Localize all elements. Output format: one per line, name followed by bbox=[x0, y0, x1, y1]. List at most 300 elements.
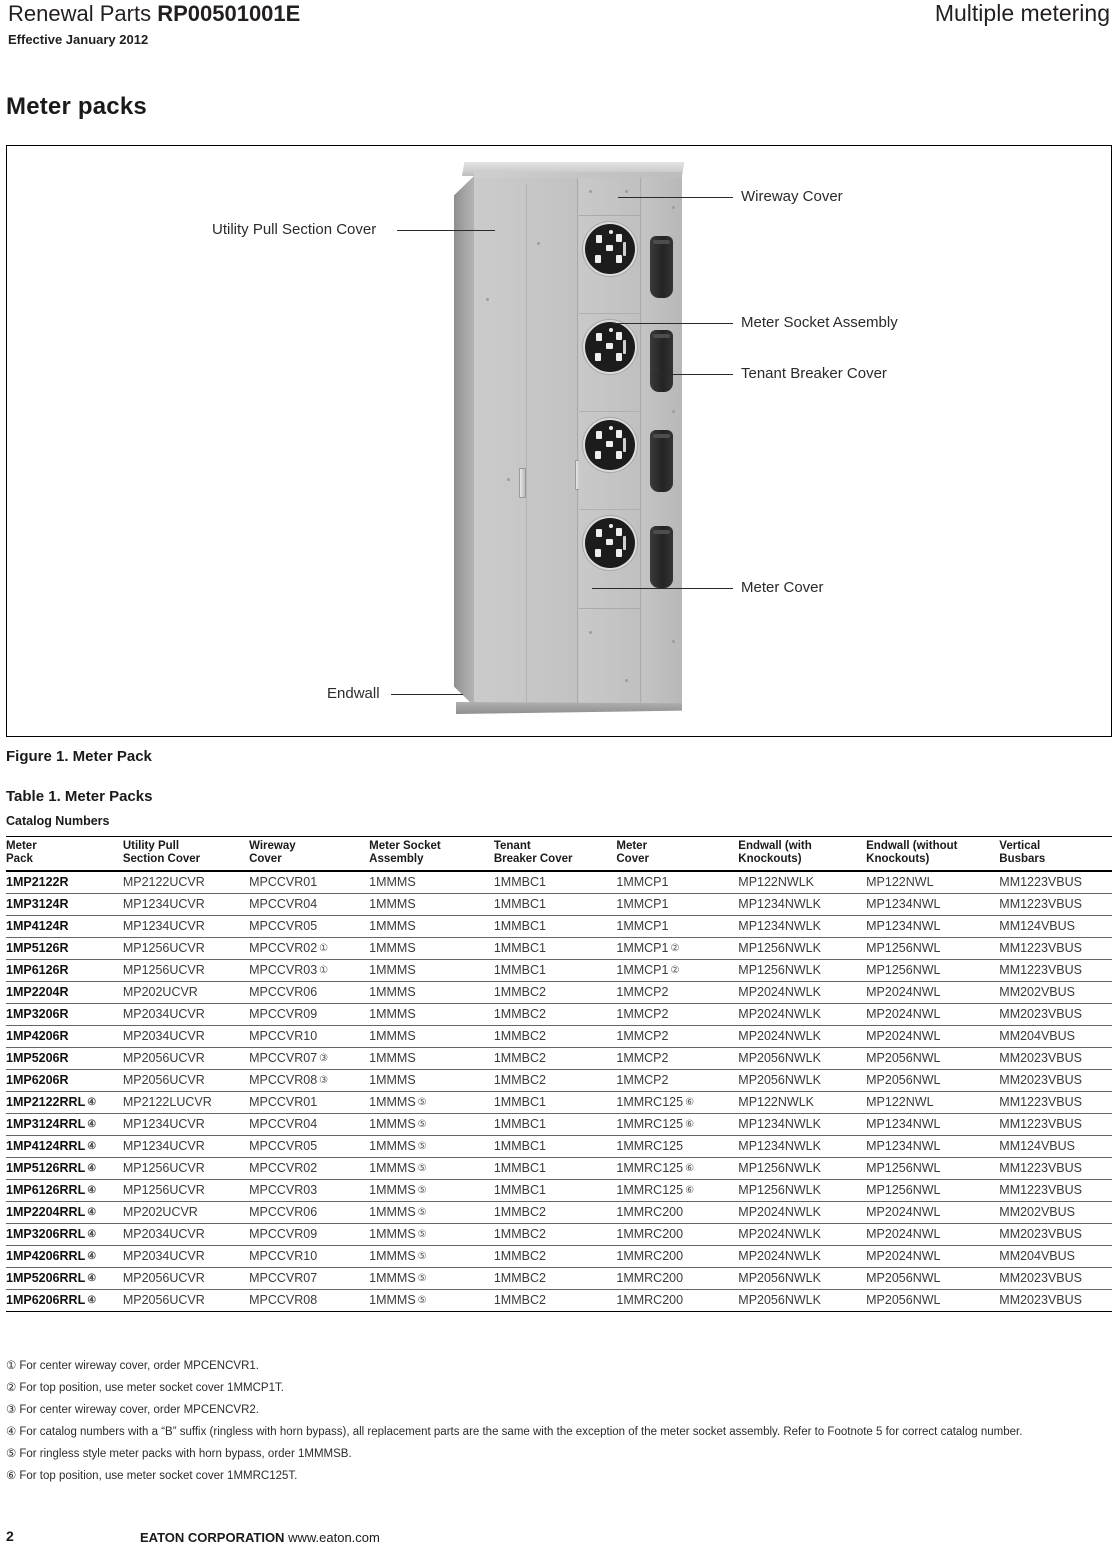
socket-jaw bbox=[616, 430, 622, 438]
cell-vertical-busbars: MM1223VBUS bbox=[999, 1113, 1112, 1135]
cell-endwall-with-knockouts: MP1234NWLK bbox=[738, 915, 866, 937]
table-row bbox=[6, 1179, 1112, 1201]
panel-screw bbox=[507, 478, 510, 481]
cell-utility-pull-section-cover: MP1234UCVR bbox=[123, 915, 249, 937]
footnote-marker: ② bbox=[6, 1382, 17, 1395]
cell-wireway-cover: MPCCVR10 bbox=[249, 1025, 369, 1047]
callout-endwall: Endwall bbox=[327, 685, 380, 702]
cell-utility-pull-section-cover: MP2056UCVR bbox=[123, 1047, 249, 1069]
cell-meter-pack: 1MP6126R bbox=[6, 959, 123, 981]
footnote-marker: ⑤ bbox=[417, 1273, 427, 1285]
column-header-wireway-cover: Wireway Cover bbox=[249, 837, 369, 871]
footnote-marker: ② bbox=[670, 943, 680, 955]
callout-meter-cover: Meter Cover bbox=[741, 579, 824, 596]
cell-endwall-with-knockouts: MP2024NWLK bbox=[738, 1223, 866, 1245]
footnote-marker: ⑤ bbox=[417, 1185, 427, 1197]
meter-socket-assembly-2 bbox=[585, 322, 635, 372]
callout-meter-socket-assembly: Meter Socket Assembly bbox=[741, 314, 898, 331]
cell-wireway-cover: MPCCVR01 bbox=[249, 871, 369, 894]
cell-meter-socket-assembly: 1MMMS ⑤ bbox=[369, 1223, 494, 1245]
cell-meter-cover: 1MMCP1 ② bbox=[616, 959, 738, 981]
footnote-marker: ⑥ bbox=[6, 1470, 17, 1483]
callout-tenant-breaker-cover: Tenant Breaker Cover bbox=[741, 365, 887, 382]
cell-meter-pack: 1MP5126R bbox=[6, 937, 123, 959]
footnote-text: For top position, use meter socket cover 1MMRC125T. bbox=[19, 1470, 298, 1483]
cell-wireway-cover: MPCCVR02 ① bbox=[249, 937, 369, 959]
footnote-marker: ④ bbox=[87, 1207, 97, 1219]
cell-meter-socket-assembly: 1MMMS ⑤ bbox=[369, 1201, 494, 1223]
company-name: EATON CORPORATION bbox=[140, 1530, 285, 1545]
cell-tenant-breaker-cover: 1MMBC2 bbox=[494, 1289, 617, 1311]
footnote-marker: ⑤ bbox=[417, 1141, 427, 1153]
cell-vertical-busbars: MM124VBUS bbox=[999, 1135, 1112, 1157]
cell-utility-pull-section-cover: MP2056UCVR bbox=[123, 1069, 249, 1091]
cell-tenant-breaker-cover: 1MMBC2 bbox=[494, 1223, 617, 1245]
cell-tenant-breaker-cover: 1MMBC1 bbox=[494, 937, 617, 959]
cell-wireway-cover: MPCCVR10 bbox=[249, 1245, 369, 1267]
meter-socket-column bbox=[579, 178, 641, 704]
panel-screw bbox=[672, 410, 675, 413]
cell-meter-socket-assembly: 1MMMS bbox=[369, 1047, 494, 1069]
leader-line-meter-socket-assembly bbox=[612, 323, 733, 324]
table-title: Table 1. Meter Packs bbox=[6, 788, 153, 805]
socket-jaw bbox=[596, 529, 602, 537]
table-row bbox=[6, 1025, 1112, 1047]
cell-meter-socket-assembly: 1MMMS ⑤ bbox=[369, 1135, 494, 1157]
cell-endwall-with-knockouts: MP2024NWLK bbox=[738, 1025, 866, 1047]
meter-packs-table bbox=[6, 836, 1112, 1312]
cell-endwall-without-knockouts: MP1256NWL bbox=[866, 1179, 999, 1201]
publication-title: Multiple metering bbox=[934, 0, 1110, 26]
cell-meter-cover: 1MMCP2 bbox=[616, 1025, 738, 1047]
cell-wireway-cover: MPCCVR04 bbox=[249, 893, 369, 915]
cell-meter-socket-assembly: 1MMMS bbox=[369, 981, 494, 1003]
cell-endwall-without-knockouts: MP2056NWL bbox=[866, 1069, 999, 1091]
cell-vertical-busbars: MM1223VBUS bbox=[999, 893, 1112, 915]
cell-endwall-without-knockouts: MP2056NWL bbox=[866, 1289, 999, 1311]
table-header-row bbox=[6, 837, 1112, 871]
cell-meter-socket-assembly: 1MMMS ⑤ bbox=[369, 1091, 494, 1113]
footnote bbox=[6, 1404, 1112, 1418]
socket-jaw bbox=[595, 255, 601, 263]
cell-vertical-busbars: MM1223VBUS bbox=[999, 1179, 1112, 1201]
cell-tenant-breaker-cover: 1MMBC1 bbox=[494, 871, 617, 894]
cell-utility-pull-section-cover: MP2056UCVR bbox=[123, 1289, 249, 1311]
cell-endwall-without-knockouts: MP2024NWL bbox=[866, 1245, 999, 1267]
footnote-marker: ① bbox=[319, 943, 329, 955]
cell-meter-pack: 1MP4124R bbox=[6, 915, 123, 937]
cell-meter-pack: 1MP6206RRL ④ bbox=[6, 1289, 123, 1311]
footnote bbox=[6, 1360, 1112, 1374]
cell-endwall-with-knockouts: MP2056NWLK bbox=[738, 1289, 866, 1311]
footnote-marker: ③ bbox=[319, 1075, 329, 1087]
cell-vertical-busbars: MM1223VBUS bbox=[999, 1157, 1112, 1179]
table-row bbox=[6, 915, 1112, 937]
footnote-marker: ④ bbox=[87, 1273, 97, 1285]
table-row bbox=[6, 1091, 1112, 1113]
footnote bbox=[6, 1382, 1112, 1396]
footnote-marker: ④ bbox=[87, 1119, 97, 1131]
socket-jaw bbox=[606, 245, 613, 251]
cell-wireway-cover: MPCCVR01 bbox=[249, 1091, 369, 1113]
cell-wireway-cover: MPCCVR03 bbox=[249, 1179, 369, 1201]
socket-jaw bbox=[595, 353, 601, 361]
tenant-breaker-cover-2 bbox=[650, 330, 673, 392]
cell-endwall-without-knockouts: MP1234NWL bbox=[866, 915, 999, 937]
cell-utility-pull-section-cover: MP1234UCVR bbox=[123, 1113, 249, 1135]
footnote-marker: ① bbox=[319, 965, 329, 977]
footnote-marker: ⑥ bbox=[685, 1163, 695, 1175]
column-header-endwall-with-knockouts: Endwall (with Knockouts) bbox=[738, 837, 866, 871]
cell-utility-pull-section-cover: MP1234UCVR bbox=[123, 1135, 249, 1157]
column-header-meter-socket-assembly: Meter Socket Assembly bbox=[369, 837, 494, 871]
page-footer bbox=[0, 1528, 1118, 1550]
meter-socket-assembly-3 bbox=[585, 420, 635, 470]
cell-utility-pull-section-cover: MP2034UCVR bbox=[123, 1003, 249, 1025]
footnote-marker: ⑤ bbox=[417, 1207, 427, 1219]
footnote-marker: ⑤ bbox=[417, 1251, 427, 1263]
cell-endwall-with-knockouts: MP2024NWLK bbox=[738, 981, 866, 1003]
footnote-marker: ⑥ bbox=[685, 1119, 695, 1131]
leader-line-endwall bbox=[391, 694, 463, 695]
cell-tenant-breaker-cover: 1MMBC2 bbox=[494, 1047, 617, 1069]
meter-cell bbox=[579, 314, 641, 412]
cell-meter-socket-assembly: 1MMMS bbox=[369, 937, 494, 959]
cell-utility-pull-section-cover: MP2056UCVR bbox=[123, 1267, 249, 1289]
socket-jaw bbox=[595, 451, 601, 459]
footnote-marker: ④ bbox=[87, 1097, 97, 1109]
catalog-numbers-label: Catalog Numbers bbox=[6, 814, 110, 828]
cell-wireway-cover: MPCCVR08 bbox=[249, 1289, 369, 1311]
cell-wireway-cover: MPCCVR07 ③ bbox=[249, 1047, 369, 1069]
footnote-marker: ④ bbox=[87, 1141, 97, 1153]
cell-endwall-with-knockouts: MP1234NWLK bbox=[738, 1113, 866, 1135]
column-header-meter-cover: Meter Cover bbox=[616, 837, 738, 871]
socket-jaw bbox=[616, 353, 622, 361]
footnote-marker: ⑤ bbox=[417, 1295, 427, 1307]
meter-cell bbox=[579, 412, 641, 510]
cell-vertical-busbars: MM2023VBUS bbox=[999, 1003, 1112, 1025]
cell-vertical-busbars: MM1223VBUS bbox=[999, 871, 1112, 894]
cell-meter-pack: 1MP2204R bbox=[6, 981, 123, 1003]
table-row bbox=[6, 1245, 1112, 1267]
socket-jaw bbox=[595, 549, 601, 557]
leader-line-wireway-cover bbox=[618, 197, 733, 198]
cell-wireway-cover: MPCCVR05 bbox=[249, 1135, 369, 1157]
footnote-marker: ① bbox=[6, 1360, 17, 1372]
cell-meter-socket-assembly: 1MMMS bbox=[369, 959, 494, 981]
page-header-row bbox=[8, 0, 1110, 30]
cell-wireway-cover: MPCCVR08 ③ bbox=[249, 1069, 369, 1091]
cell-endwall-with-knockouts: MP1234NWLK bbox=[738, 893, 866, 915]
footnote-marker: ② bbox=[670, 965, 680, 977]
cell-meter-pack: 1MP2122R bbox=[6, 871, 123, 894]
cell-endwall-without-knockouts: MP2056NWL bbox=[866, 1267, 999, 1289]
cell-meter-pack: 1MP3124RRL ④ bbox=[6, 1113, 123, 1135]
cell-tenant-breaker-cover: 1MMBC1 bbox=[494, 1157, 617, 1179]
cell-vertical-busbars: MM2023VBUS bbox=[999, 1069, 1112, 1091]
figure-caption: Figure 1. Meter Pack bbox=[6, 748, 152, 765]
footnote-marker: ⑥ bbox=[685, 1185, 695, 1197]
cell-meter-cover: 1MMRC200 bbox=[616, 1245, 738, 1267]
cell-endwall-with-knockouts: MP122NWLK bbox=[738, 871, 866, 894]
cell-endwall-without-knockouts: MP2024NWL bbox=[866, 1223, 999, 1245]
cell-utility-pull-section-cover: MP2122LUCVR bbox=[123, 1091, 249, 1113]
cell-endwall-without-knockouts: MP2024NWL bbox=[866, 981, 999, 1003]
footnote-marker: ④ bbox=[87, 1229, 97, 1241]
cell-tenant-breaker-cover: 1MMBC2 bbox=[494, 1245, 617, 1267]
table-row bbox=[6, 871, 1112, 894]
cell-meter-pack: 1MP6206R bbox=[6, 1069, 123, 1091]
panel-screw bbox=[589, 631, 592, 634]
tenant-breaker-column bbox=[642, 178, 682, 704]
cell-utility-pull-section-cover: MP2122UCVR bbox=[123, 871, 249, 894]
cell-meter-pack: 1MP4124RRL ④ bbox=[6, 1135, 123, 1157]
footnote-marker: ⑤ bbox=[417, 1119, 427, 1131]
table-row bbox=[6, 1113, 1112, 1135]
cell-vertical-busbars: MM2023VBUS bbox=[999, 1047, 1112, 1069]
cell-meter-socket-assembly: 1MMMS ⑤ bbox=[369, 1289, 494, 1311]
footnote-marker: ④ bbox=[87, 1251, 97, 1263]
effective-date: Effective January 2012 bbox=[8, 32, 149, 47]
footnote-marker: ④ bbox=[87, 1295, 97, 1307]
panel-screw bbox=[486, 298, 489, 301]
footnote-marker: ⑤ bbox=[417, 1163, 427, 1175]
footnote-marker: ④ bbox=[87, 1185, 97, 1197]
cell-meter-socket-assembly: 1MMMS bbox=[369, 915, 494, 937]
cell-meter-cover: 1MMCP2 bbox=[616, 981, 738, 1003]
footnote-text: For center wireway cover, order MPCENCVR2. bbox=[19, 1404, 259, 1417]
cell-endwall-with-knockouts: MP2024NWLK bbox=[738, 1003, 866, 1025]
callout-wireway-cover: Wireway Cover bbox=[741, 188, 843, 205]
socket-jaw bbox=[596, 431, 602, 439]
footnote-marker: ④ bbox=[6, 1426, 17, 1439]
table-row bbox=[6, 1267, 1112, 1289]
socket-jaw bbox=[596, 235, 602, 243]
document-number: RP00501001E bbox=[157, 1, 301, 26]
cell-endwall-with-knockouts: MP2056NWLK bbox=[738, 1069, 866, 1091]
leader-line-tenant-breaker-cover bbox=[652, 374, 733, 375]
cell-tenant-breaker-cover: 1MMBC2 bbox=[494, 1003, 617, 1025]
cell-wireway-cover: MPCCVR04 bbox=[249, 1113, 369, 1135]
enclosure-side-wall bbox=[454, 174, 476, 708]
cell-wireway-cover: MPCCVR02 bbox=[249, 1157, 369, 1179]
cell-meter-cover: 1MMCP1 ② bbox=[616, 937, 738, 959]
cell-meter-socket-assembly: 1MMMS ⑤ bbox=[369, 1157, 494, 1179]
table-row bbox=[6, 1157, 1112, 1179]
cell-endwall-without-knockouts: MP2024NWL bbox=[866, 1025, 999, 1047]
cell-meter-socket-assembly: 1MMMS ⑤ bbox=[369, 1113, 494, 1135]
cell-tenant-breaker-cover: 1MMBC1 bbox=[494, 1179, 617, 1201]
cell-wireway-cover: MPCCVR03 ① bbox=[249, 959, 369, 981]
table-row bbox=[6, 1047, 1112, 1069]
socket-jaw bbox=[606, 539, 613, 545]
cell-vertical-busbars: MM1223VBUS bbox=[999, 959, 1112, 981]
footnote-text: For ringless style meter packs with horn bypass, order 1MMMSB. bbox=[19, 1448, 352, 1461]
socket-nub bbox=[609, 524, 613, 528]
cell-meter-cover: 1MMCP1 bbox=[616, 893, 738, 915]
cell-vertical-busbars: MM202VBUS bbox=[999, 981, 1112, 1003]
cell-tenant-breaker-cover: 1MMBC1 bbox=[494, 893, 617, 915]
meter-socket-assembly-1 bbox=[585, 224, 635, 274]
cell-wireway-cover: MPCCVR05 bbox=[249, 915, 369, 937]
cell-endwall-without-knockouts: MP2024NWL bbox=[866, 1201, 999, 1223]
cell-endwall-without-knockouts: MP1234NWL bbox=[866, 1113, 999, 1135]
cell-vertical-busbars: MM204VBUS bbox=[999, 1025, 1112, 1047]
table-row bbox=[6, 1289, 1112, 1311]
cell-wireway-cover: MPCCVR06 bbox=[249, 981, 369, 1003]
renewal-parts-label: Renewal Parts bbox=[8, 1, 152, 26]
footnote-marker: ⑤ bbox=[417, 1229, 427, 1241]
cell-meter-socket-assembly: 1MMMS bbox=[369, 1025, 494, 1047]
cell-meter-cover: 1MMCP2 bbox=[616, 1069, 738, 1091]
socket-jaw bbox=[616, 549, 622, 557]
cell-endwall-without-knockouts: MP1256NWL bbox=[866, 1157, 999, 1179]
panel-screw bbox=[625, 190, 628, 193]
enclosure-base bbox=[456, 702, 682, 714]
cell-endwall-with-knockouts: MP1234NWLK bbox=[738, 1135, 866, 1157]
callout-utility-pull-section-cover: Utility Pull Section Cover bbox=[212, 221, 377, 238]
cell-utility-pull-section-cover: MP1256UCVR bbox=[123, 959, 249, 981]
tenant-breaker-cover-1 bbox=[650, 236, 673, 298]
socket-jaw bbox=[616, 332, 622, 340]
footnote bbox=[6, 1470, 1112, 1484]
cell-tenant-breaker-cover: 1MMBC2 bbox=[494, 1069, 617, 1091]
cell-meter-pack: 1MP5206RRL ④ bbox=[6, 1267, 123, 1289]
column-header-tenant-breaker-cover: Tenant Breaker Cover bbox=[494, 837, 617, 871]
socket-nub bbox=[609, 426, 613, 430]
cell-wireway-cover: MPCCVR09 bbox=[249, 1223, 369, 1245]
cell-meter-socket-assembly: 1MMMS ⑤ bbox=[369, 1245, 494, 1267]
cell-vertical-busbars: MM124VBUS bbox=[999, 915, 1112, 937]
meter-cell bbox=[579, 216, 641, 314]
socket-jaw bbox=[616, 255, 622, 263]
cell-meter-cover: 1MMRC125 ⑥ bbox=[616, 1091, 738, 1113]
cell-endwall-with-knockouts: MP2024NWLK bbox=[738, 1245, 866, 1267]
footnote bbox=[6, 1448, 1112, 1462]
cell-utility-pull-section-cover: MP2034UCVR bbox=[123, 1223, 249, 1245]
panel-screw bbox=[672, 206, 675, 209]
socket-nub bbox=[609, 328, 613, 332]
table-row bbox=[6, 1201, 1112, 1223]
cell-meter-cover: 1MMRC200 bbox=[616, 1289, 738, 1311]
door-seam bbox=[526, 184, 527, 704]
cell-vertical-busbars: MM202VBUS bbox=[999, 1201, 1112, 1223]
table-row bbox=[6, 893, 1112, 915]
cell-endwall-with-knockouts: MP2056NWLK bbox=[738, 1267, 866, 1289]
cell-vertical-busbars: MM2023VBUS bbox=[999, 1223, 1112, 1245]
cell-meter-pack: 1MP6126RRL ④ bbox=[6, 1179, 123, 1201]
footnote bbox=[6, 1426, 1112, 1440]
cell-endwall-without-knockouts: MP1256NWL bbox=[866, 937, 999, 959]
cell-endwall-with-knockouts: MP2024NWLK bbox=[738, 1201, 866, 1223]
figure-container bbox=[6, 145, 1112, 737]
cell-utility-pull-section-cover: MP1256UCVR bbox=[123, 937, 249, 959]
cell-meter-socket-assembly: 1MMMS bbox=[369, 1003, 494, 1025]
footnote-marker: ⑤ bbox=[6, 1448, 17, 1461]
panel-screw bbox=[589, 190, 592, 193]
cell-endwall-with-knockouts: MP1256NWLK bbox=[738, 1157, 866, 1179]
column-header-endwall-without-knockouts: Endwall (without Knockouts) bbox=[866, 837, 999, 871]
cell-vertical-busbars: MM1223VBUS bbox=[999, 937, 1112, 959]
footnote-text: For center wireway cover, order MPCENCVR1. bbox=[19, 1360, 259, 1372]
table-row bbox=[6, 959, 1112, 981]
column-header-vertical-busbars: Vertical Busbars bbox=[999, 837, 1112, 871]
cell-meter-cover: 1MMRC200 bbox=[616, 1223, 738, 1245]
cell-endwall-without-knockouts: MP1256NWL bbox=[866, 959, 999, 981]
tenant-breaker-cover-4 bbox=[650, 526, 673, 588]
cell-endwall-without-knockouts: MP122NWL bbox=[866, 871, 999, 894]
socket-jaw bbox=[616, 234, 622, 242]
cell-meter-cover: 1MMCP1 bbox=[616, 871, 738, 894]
table-row bbox=[6, 1135, 1112, 1157]
cell-tenant-breaker-cover: 1MMBC1 bbox=[494, 915, 617, 937]
socket-jaw bbox=[606, 441, 613, 447]
cell-tenant-breaker-cover: 1MMBC1 bbox=[494, 1091, 617, 1113]
table-row bbox=[6, 1003, 1112, 1025]
cell-tenant-breaker-cover: 1MMBC2 bbox=[494, 1025, 617, 1047]
footnote-marker: ③ bbox=[319, 1053, 329, 1065]
meter-socket-assembly-4 bbox=[585, 518, 635, 568]
meter-pack-illustration bbox=[454, 162, 686, 722]
panel-screw bbox=[537, 242, 540, 245]
footnote-marker: ③ bbox=[6, 1404, 17, 1417]
enclosure-front-face bbox=[474, 172, 682, 708]
footnote-marker: ⑥ bbox=[685, 1097, 695, 1109]
cell-meter-pack: 1MP5126RRL ④ bbox=[6, 1157, 123, 1179]
cell-endwall-with-knockouts: MP1256NWLK bbox=[738, 959, 866, 981]
cell-utility-pull-section-cover: MP202UCVR bbox=[123, 981, 249, 1003]
cell-vertical-busbars: MM2023VBUS bbox=[999, 1267, 1112, 1289]
cell-tenant-breaker-cover: 1MMBC1 bbox=[494, 1135, 617, 1157]
door-handle-left bbox=[519, 468, 526, 498]
cell-meter-cover: 1MMRC125 ⑥ bbox=[616, 1157, 738, 1179]
cell-meter-pack: 1MP4206R bbox=[6, 1025, 123, 1047]
page-number: 2 bbox=[6, 1528, 14, 1544]
cell-wireway-cover: MPCCVR06 bbox=[249, 1201, 369, 1223]
socket-jaw bbox=[616, 528, 622, 536]
cell-meter-cover: 1MMCP2 bbox=[616, 1047, 738, 1069]
cell-wireway-cover: MPCCVR09 bbox=[249, 1003, 369, 1025]
page-title: Meter packs bbox=[6, 93, 147, 120]
meter-cover-panel bbox=[579, 608, 641, 704]
cell-meter-pack: 1MP4206RRL ④ bbox=[6, 1245, 123, 1267]
cell-utility-pull-section-cover: MP1234UCVR bbox=[123, 893, 249, 915]
cell-utility-pull-section-cover: MP2034UCVR bbox=[123, 1245, 249, 1267]
cell-meter-socket-assembly: 1MMMS bbox=[369, 871, 494, 894]
table-row bbox=[6, 981, 1112, 1003]
cell-tenant-breaker-cover: 1MMBC1 bbox=[494, 1113, 617, 1135]
page-header bbox=[0, 0, 1118, 58]
cell-vertical-busbars: MM204VBUS bbox=[999, 1245, 1112, 1267]
panel-screw bbox=[625, 679, 628, 682]
cell-vertical-busbars: MM2023VBUS bbox=[999, 1289, 1112, 1311]
cell-endwall-with-knockouts: MP1256NWLK bbox=[738, 1179, 866, 1201]
table-row bbox=[6, 937, 1112, 959]
cell-meter-pack: 1MP3206RRL ④ bbox=[6, 1223, 123, 1245]
cell-vertical-busbars: MM1223VBUS bbox=[999, 1091, 1112, 1113]
cell-endwall-without-knockouts: MP2024NWL bbox=[866, 1003, 999, 1025]
socket-nub bbox=[609, 230, 613, 234]
socket-rail bbox=[623, 536, 626, 550]
company-url[interactable]: www.eaton.com bbox=[288, 1530, 380, 1545]
cell-endwall-without-knockouts: MP122NWL bbox=[866, 1091, 999, 1113]
figure-inner bbox=[7, 146, 1111, 736]
footnote-text: For top position, use meter socket cover 1MMCP1T. bbox=[19, 1382, 284, 1395]
footnote-marker: ④ bbox=[87, 1163, 97, 1175]
column-header-utility-pull-section-cover: Utility Pull Section Cover bbox=[123, 837, 249, 871]
cell-meter-socket-assembly: 1MMMS bbox=[369, 1069, 494, 1091]
